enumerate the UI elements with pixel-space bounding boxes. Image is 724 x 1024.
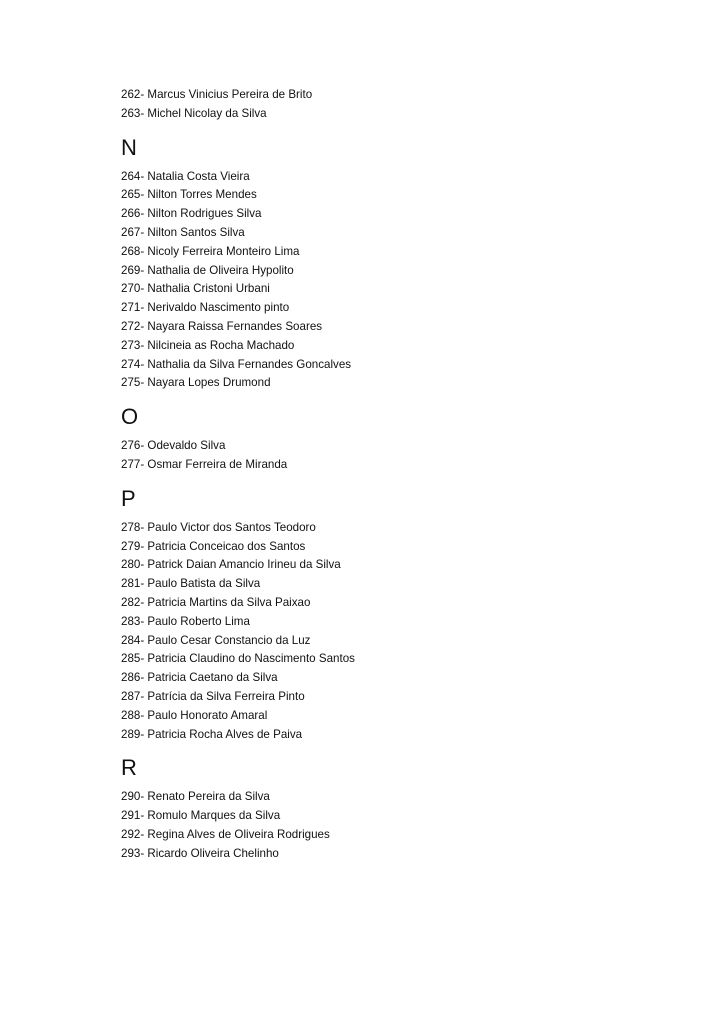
name-list [121,86,681,864]
list-item: 266- Nilton Rodrigues Silva [121,207,262,221]
list-item: 281- Paulo Batista da Silva [121,577,261,591]
list-item: 270- Nathalia Cristoni Urbani [121,282,270,296]
section-letter-heading: N [121,134,137,160]
list-item: 289- Patricia Rocha Alves de Paiva [121,727,303,741]
document-page [121,86,681,864]
list-item: 275- Nayara Lopes Drumond [121,376,271,390]
section-n [121,128,681,394]
list-item: 263- Michel Nicolay da Silva [121,106,267,120]
list-item: 291- Romulo Marques da Silva [121,809,281,823]
list-item: 264- Natalia Costa Vieira [121,169,250,183]
list-item: 285- Patricia Claudino do Nascimento Santos [121,652,355,666]
list-item: 265- Nilton Torres Mendes [121,188,257,202]
list-item: 269- Nathalia de Oliveira Hypolito [121,263,294,277]
list-item: 272- Nayara Raissa Fernandes Soares [121,319,323,333]
section-letter-heading: R [121,755,137,781]
list-item: 268- Nicoly Ferreira Monteiro Lima [121,244,300,258]
list-item: 286- Patricia Caetano da Silva [121,671,278,685]
list-item: 274- Nathalia da Silva Fernandes Goncalves [121,357,352,371]
list-item: 277- Osmar Ferreira de Miranda [121,457,288,471]
list-item: 287- Patrícia da Silva Ferreira Pinto [121,689,305,703]
list-item: 262- Marcus Vinicius Pereira de Brito [121,88,313,101]
list-item: 290- Renato Pereira da Silva [121,790,270,804]
section-letter-heading: O [121,404,139,430]
list-item: 273- Nilcineia as Rocha Machado [121,338,295,352]
list-item: 283- Paulo Roberto Lima [121,614,250,628]
section-letter-heading: P [121,485,136,511]
list-item: 279- Patricia Conceicao dos Santos [121,539,306,553]
list-item: 284- Paulo Cesar Constancio da Luz [121,633,311,647]
list-item: 280- Patrick Daian Amancio Irineu da Silva [121,558,341,572]
list-item: 276- Odevaldo Silva [121,439,226,453]
section-o [121,397,681,475]
list-item: 282- Patricia Martins da Silva Paixao [121,595,311,609]
list-item: 271- Nerivaldo Nascimento pinto [121,301,290,315]
section-p [121,479,681,745]
list-item: 292- Regina Alves de Oliveira Rodrigues [121,827,330,841]
list-item: 278- Paulo Victor dos Santos Teodoro [121,520,316,534]
list-item: 293- Ricardo Oliveira Chelinho [121,846,279,860]
list-item: 267- Nilton Santos Silva [121,225,245,239]
list-item: 288- Paulo Honorato Amaral [121,708,268,722]
section-continued [121,86,681,124]
section-r [121,748,681,863]
